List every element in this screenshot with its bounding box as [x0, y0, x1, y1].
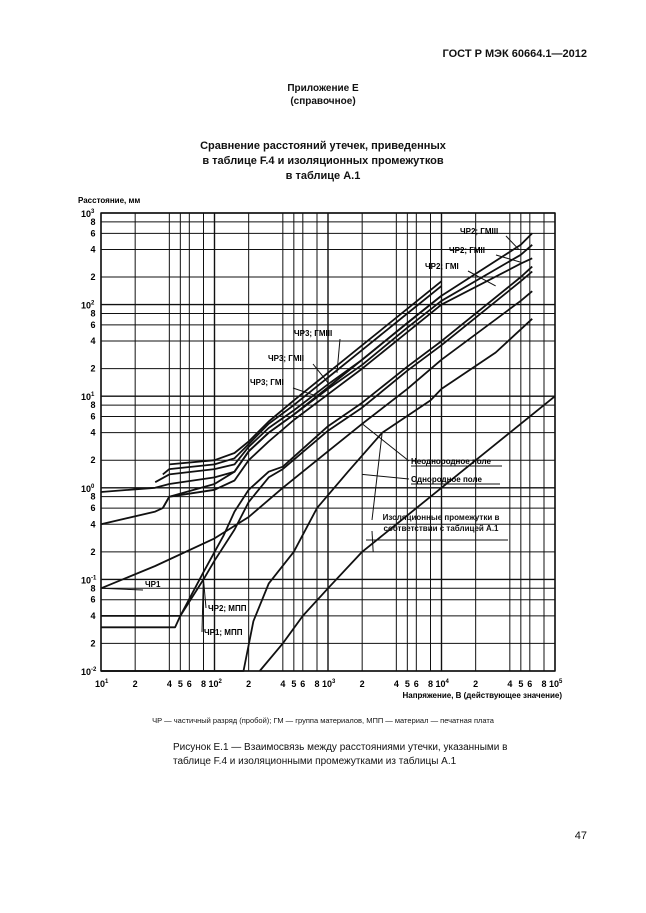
x-minor-tick-label-3: 6 — [186, 679, 192, 689]
annotation-leader-0 — [506, 236, 519, 249]
x-minor-tick-label-14: 8 — [427, 679, 434, 689]
label-uniform-field: Однородное поле — [411, 475, 482, 484]
y-minor-tick-label-3: 8 — [90, 583, 96, 594]
x-minor-tick-label-19: 8 — [541, 679, 547, 689]
document-header: ГОСТ Р МЭК 60664.1—2012 — [442, 48, 587, 60]
x-major-tick-label-0: $10^1$ — [95, 679, 109, 689]
x-minor-tick-label-10: 2 — [359, 679, 365, 689]
figure-caption — [173, 741, 507, 769]
y-minor-tick-label-7: 8 — [90, 491, 96, 502]
x-minor-tick-label-0: 2 — [132, 679, 138, 689]
y-minor-tick-label-6: 6 — [90, 503, 96, 514]
y-minor-tick-label-13: 4 — [90, 336, 96, 347]
chart-title-line-1: Сравнение расстояний утечек, приведенных — [200, 140, 446, 152]
y-minor-tick-label-10: 6 — [90, 411, 96, 422]
appendix-subtitle: (справочное) — [290, 96, 356, 107]
y-minor-tick-label-4: 2 — [90, 546, 96, 557]
x-minor-tick-label-5: 2 — [246, 679, 252, 689]
abbreviation-note: ЧР — частичный разряд (пробой); ГМ — группа материалов, МПП — материал — печатная плата — [152, 716, 494, 725]
y-major-tick-label-3: $10^1$ — [81, 392, 95, 403]
label-chr3-gm2: ЧР3; ГМII — [268, 354, 304, 363]
y-minor-tick-label-5: 4 — [90, 519, 96, 530]
y-minor-tick-label-15: 8 — [90, 308, 96, 319]
x-minor-tick-label-8: 6 — [300, 679, 306, 689]
x-major-tick-label-4: $10^5$ — [549, 679, 563, 689]
y-minor-tick-label-8: 2 — [90, 455, 96, 466]
appendix-label: Приложение Е — [287, 83, 359, 94]
y-minor-tick-label-12: 2 — [90, 363, 96, 374]
x-minor-tick-label-13: 6 — [413, 679, 419, 689]
y-major-tick-label-2: $10^0$ — [81, 483, 95, 494]
label-chr1-mpp: ЧР1; МПП — [204, 628, 243, 637]
label-chr3-gm3: ЧР3; ГМIII — [294, 329, 333, 338]
y-minor-tick-label-11: 8 — [90, 400, 96, 411]
y-minor-tick-label-17: 4 — [90, 244, 96, 255]
label-chr2-gm1: ЧР2; ГМI — [425, 262, 459, 271]
chart-title-line-3: в таблице А.1 — [285, 170, 361, 182]
x-major-tick-label-2: $10^3$ — [322, 679, 336, 689]
label-insulation-gaps: Изоляционные промежутки в соответствии с таблицей А.1 — [382, 513, 500, 533]
label-chr2-mpp: ЧР2; МПП — [208, 604, 247, 613]
label-chr2-gm3: ЧР2; ГМIII — [460, 227, 499, 236]
y-major-tick-label-1: $10^{-1}$ — [81, 575, 97, 586]
x-minor-tick-label-18: 6 — [527, 679, 533, 689]
chart-title-line-2: в таблице F.4 и изоляционных промежутков — [202, 155, 444, 167]
y-minor-tick-label-18: 6 — [90, 228, 96, 239]
annotation-leader-7 — [362, 474, 409, 479]
figure-caption-line-2: таблице F.4 и изоляционными промежутками из таблицы А.1 — [173, 756, 457, 767]
y-minor-tick-label-16: 2 — [90, 272, 96, 283]
page-number: 47 — [574, 830, 587, 842]
label-insulation-gaps-box — [366, 512, 516, 542]
x-minor-tick-label-9: 8 — [314, 679, 320, 689]
figure-caption-line-1: Рисунок Е.1 — Взаимосвязь между расстояниями утечки, указанными в — [173, 742, 508, 753]
x-minor-tick-label-15: 2 — [473, 679, 479, 689]
x-minor-tick-label-11: 4 — [393, 679, 399, 689]
label-chr2-gm2: ЧР2; ГМII — [449, 246, 485, 255]
label-chr3-gm1: ЧР3; ГМI — [250, 378, 284, 387]
x-minor-tick-label-17: 5 — [518, 679, 524, 689]
y-minor-tick-label-19: 8 — [90, 216, 96, 227]
series-line-6 — [163, 296, 442, 508]
x-minor-tick-label-16: 4 — [507, 679, 513, 689]
y-minor-tick-label-9: 4 — [90, 427, 96, 438]
x-minor-tick-label-7: 5 — [291, 679, 297, 689]
y-major-tick-label-4: $10^2$ — [81, 300, 95, 311]
x-minor-tick-label-2: 5 — [177, 679, 183, 689]
y-minor-tick-label-0: 2 — [90, 638, 96, 649]
x-axis-label: Напряжение, В (действующее значение) — [402, 691, 562, 700]
x-major-tick-label-1: $10^2$ — [208, 679, 222, 689]
y-minor-tick-label-14: 6 — [90, 319, 96, 330]
y-major-tick-label-5: $10^3$ — [81, 209, 95, 219]
label-nonuniform-field: Неоднородное поле — [411, 457, 491, 466]
label-chr1: ЧР1 — [145, 580, 161, 589]
y-minor-tick-label-2: 6 — [90, 594, 96, 605]
x-minor-tick-label-6: 4 — [280, 679, 286, 689]
x-major-tick-label-3: $10^4$ — [435, 679, 449, 689]
y-minor-tick-label-1: 4 — [90, 610, 96, 621]
x-minor-tick-label-12: 5 — [404, 679, 410, 689]
y-axis-label: Расстояние, мм — [78, 196, 141, 205]
x-minor-tick-label-4: 8 — [200, 679, 207, 689]
y-major-tick-label-0: $10^{-2}$ — [81, 667, 97, 677]
x-minor-tick-label-1: 4 — [166, 679, 172, 689]
